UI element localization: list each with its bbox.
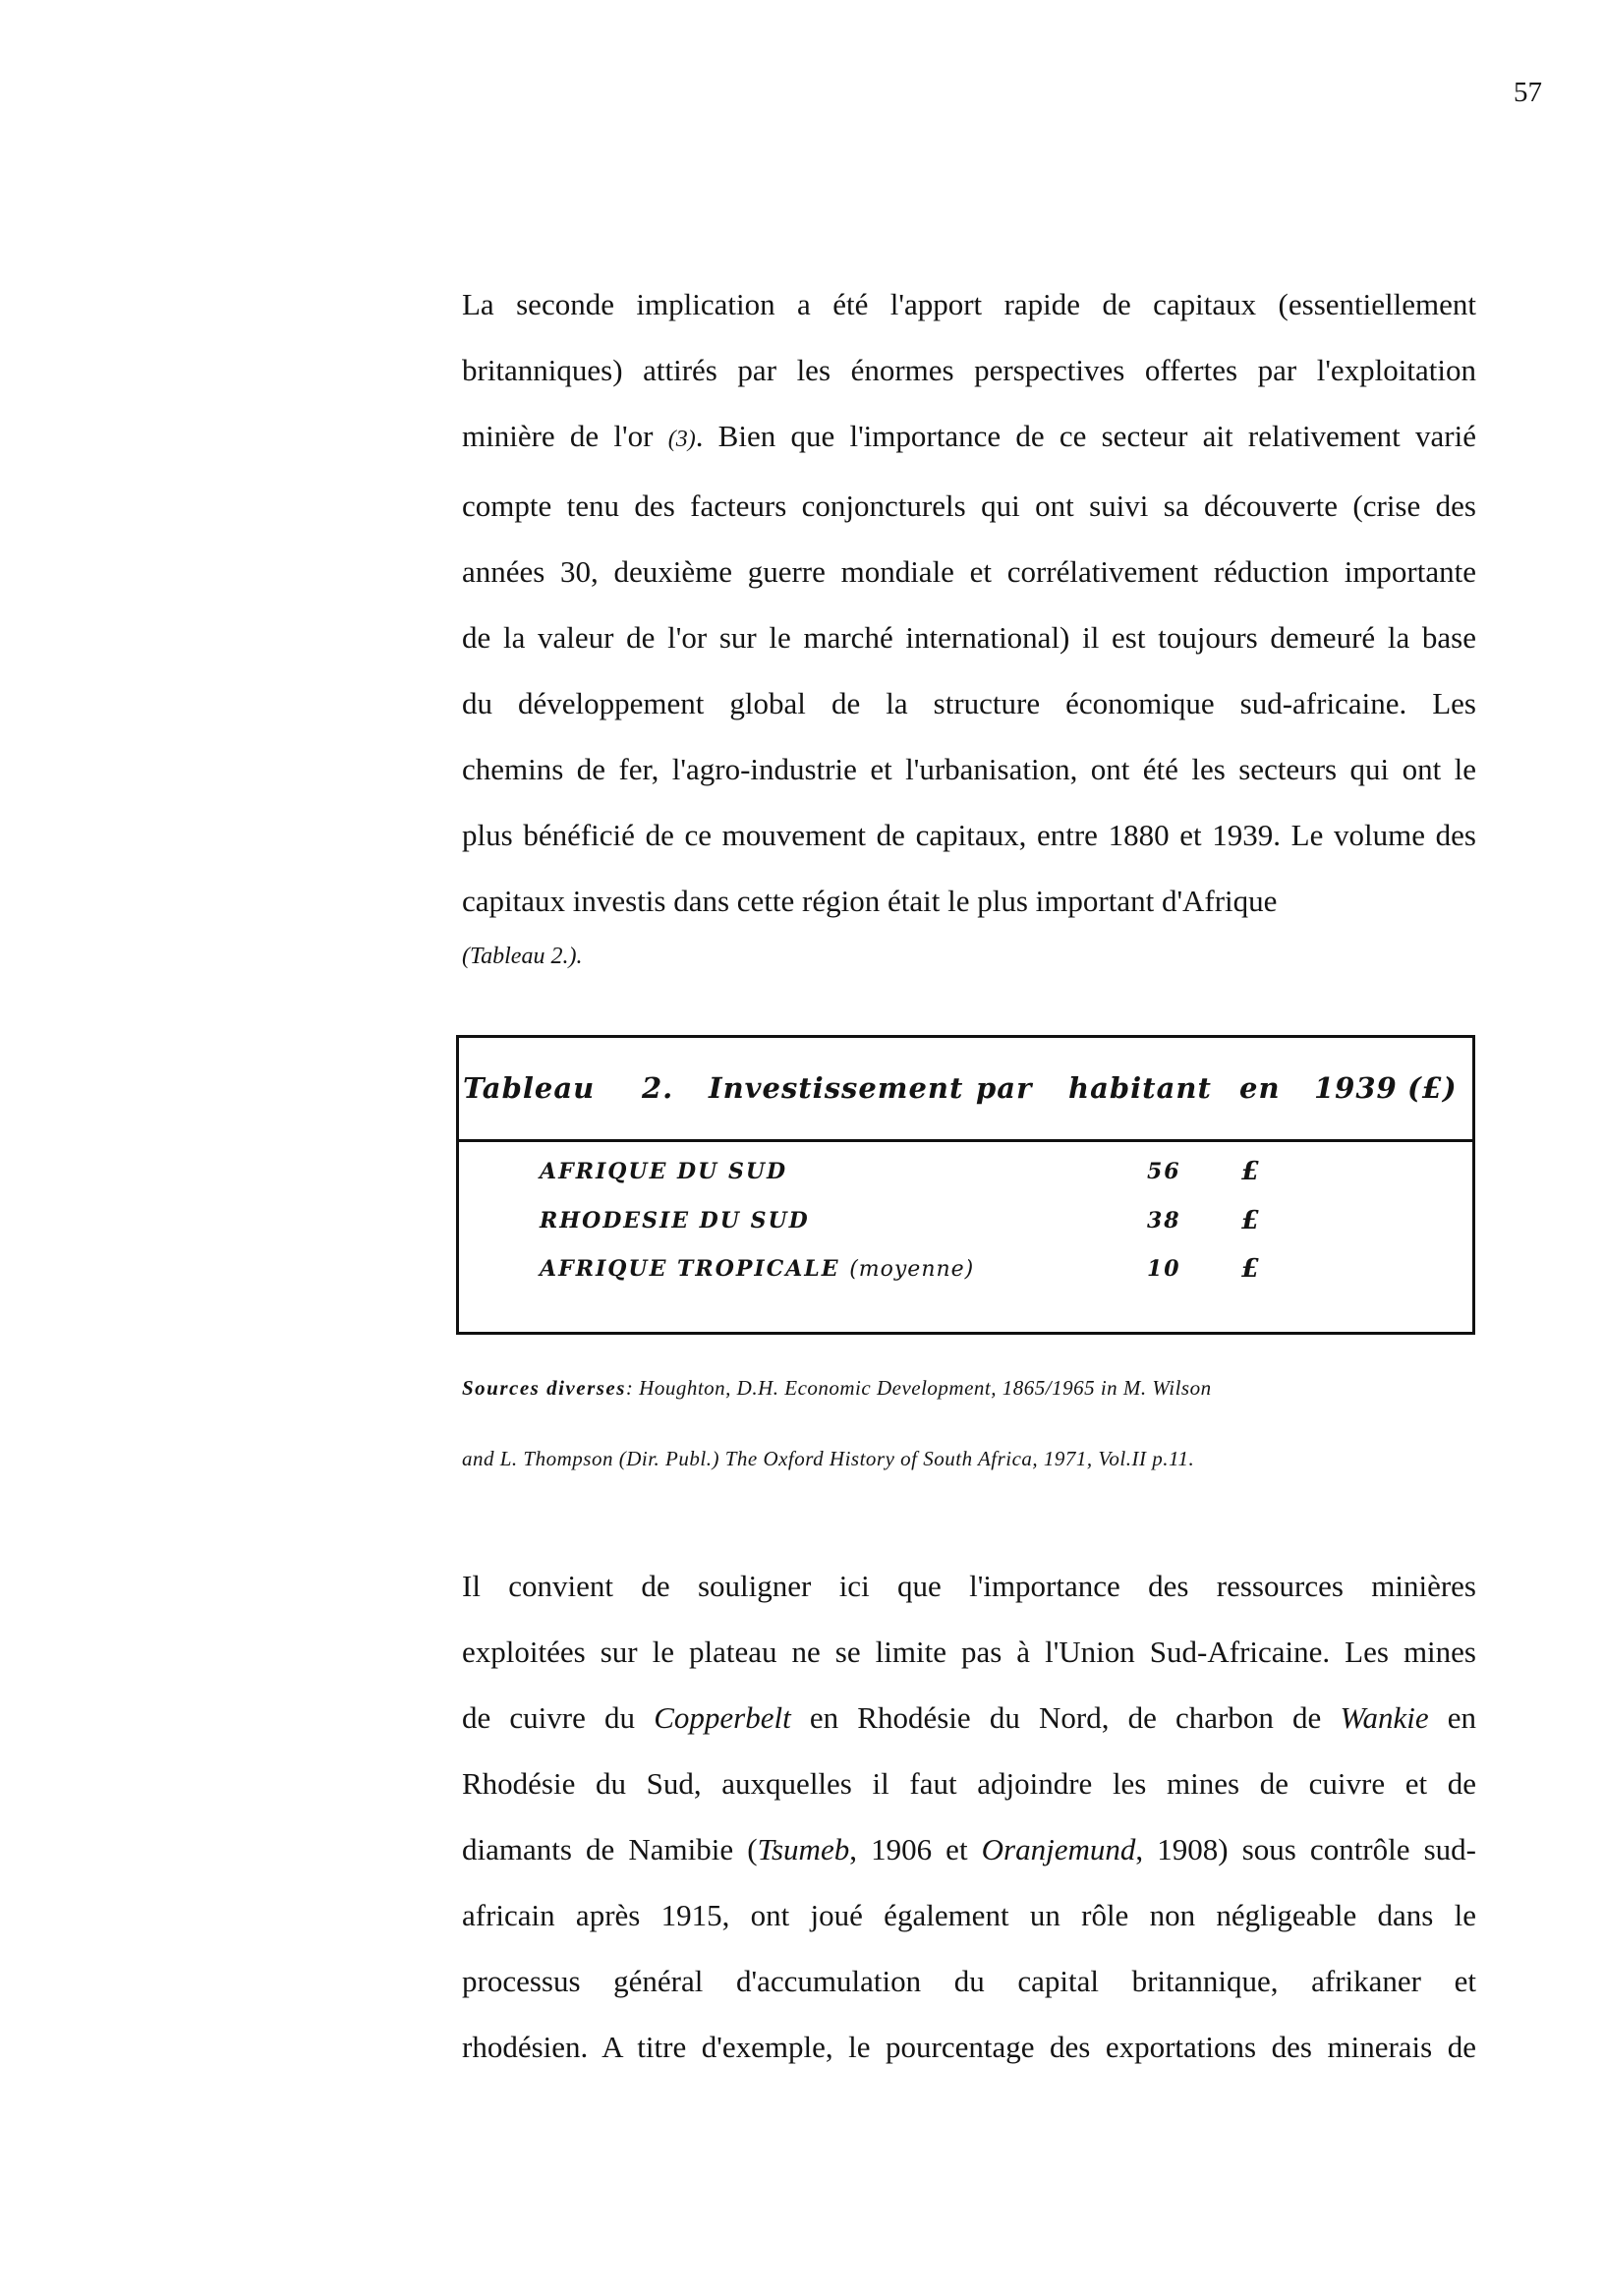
value-cell: 10	[1147, 1256, 1181, 1282]
country-name: AFRIQUE DU SUD	[540, 1159, 788, 1184]
paragraph-1-line: britanniques) attirés par les énormes perspectives offertes par l'exploitation	[462, 353, 1476, 387]
table-reference: (Tableau 2.).	[462, 944, 583, 969]
table-sources-line-1	[462, 1376, 1212, 1401]
paragraph-1-line: de la valeur de l'or sur le marché international) il est toujours demeuré la base	[462, 620, 1476, 655]
paragraph-2-line: exploitées sur le plateau ne se limite pas à l'Union Sud-Africaine. Les mines	[462, 1635, 1476, 1669]
table-title-word: Tableau	[463, 1071, 596, 1105]
line-text: . Bien que l'importance de ce secteur ait relativement varié	[695, 419, 1476, 453]
line-text: minière de l'or	[462, 419, 668, 453]
line-text: , 1906 et	[849, 1832, 982, 1866]
table-row	[459, 1153, 1472, 1192]
page-number: 57	[1514, 77, 1542, 108]
line-text: en Rhodésie du Nord, de charbon de	[790, 1700, 1341, 1735]
paragraph-1-line	[462, 403, 1476, 473]
table-title-word: par	[976, 1071, 1033, 1105]
table-row	[459, 1250, 1472, 1290]
paragraph-1-line: du développement global de la structure économique sud-africaine. Les	[462, 686, 1476, 720]
country-cell	[540, 1159, 787, 1184]
paragraph-1-line: années 30, deuxième guerre mondiale et corrélativement réduction importante	[462, 554, 1476, 589]
paragraph-2-line: Rhodésie du Sud, auxquelles il faut adjoindre les mines de cuivre et de	[462, 1766, 1476, 1801]
paragraph-2-line: africain après 1915, ont joué également un rôle non négligeable dans le	[462, 1898, 1476, 1932]
paragraph-2	[462, 1553, 1476, 2080]
country-cell	[540, 1208, 810, 1234]
value-cell: 56	[1147, 1159, 1181, 1184]
table-title-word: habitant	[1068, 1071, 1212, 1105]
place-name: Copperbelt	[654, 1700, 791, 1735]
place-name: Wankie	[1340, 1700, 1429, 1735]
line-text: diamants de Namibie (	[462, 1832, 758, 1866]
table-row	[459, 1202, 1472, 1241]
table-title-word: en	[1239, 1071, 1281, 1105]
currency-cell: £	[1241, 1157, 1262, 1186]
table-title-word: 2.	[642, 1071, 674, 1105]
table-title-word: (£)	[1407, 1071, 1458, 1105]
country-name: RHODESIE DU SUD	[540, 1208, 810, 1234]
place-name: Oranjemund	[981, 1832, 1136, 1866]
line-text: , 1908) sous contrôle sud-	[1135, 1832, 1477, 1866]
country-note: (moyenne)	[849, 1257, 975, 1282]
country-cell	[540, 1256, 974, 1282]
paragraph-1-line: chemins de fer, l'agro-industrie et l'urbanisation, ont été les secteurs qui ont le	[462, 752, 1476, 786]
table-sources-line-2	[462, 1447, 1194, 1471]
paragraph-1-line: capitaux investis dans cette région était le plus important d'Afrique	[462, 884, 1278, 918]
country-name: AFRIQUE TROPICALE	[540, 1256, 840, 1282]
paragraph-2-line: processus général d'accumulation du capital britannique, afrikaner et	[462, 1964, 1476, 1998]
table-title	[459, 1038, 1472, 1142]
value-cell: 38	[1147, 1208, 1181, 1234]
sources-text: : Houghton, D.H. Economic Development, 1865/1965 in M. Wilson	[625, 1376, 1212, 1400]
paragraph-2-line: Il convient de souligner ici que l'importance des ressources minières	[462, 1569, 1476, 1603]
sources-label: Sources diverses	[462, 1376, 626, 1400]
currency-cell: £	[1241, 1206, 1262, 1235]
paragraph-2-line	[462, 1685, 1476, 1751]
footnote-reference: (3)	[667, 427, 696, 452]
table-title-word: Investissement	[709, 1071, 964, 1105]
paragraph-1-line: La seconde implication a été l'apport rapide de capitaux (essentiellement	[462, 287, 1476, 321]
investment-table	[456, 1035, 1475, 1335]
paragraph-2-line	[462, 1816, 1476, 1882]
table-title-word: 1939	[1314, 1071, 1398, 1105]
paragraph-2-line: rhodésien. A titre d'exemple, le pourcentage des exportations des minerais de	[462, 2030, 1476, 2064]
line-text: de cuivre du	[462, 1700, 655, 1735]
paragraph-1-line: plus bénéficié de ce mouvement de capitaux, entre 1880 et 1939. Le volume des	[462, 818, 1476, 852]
paragraph-1-line: compte tenu des facteurs conjoncturels qui ont suivi sa découverte (crise des	[462, 488, 1476, 523]
place-name: Tsumeb	[757, 1832, 850, 1866]
currency-cell: £	[1241, 1254, 1262, 1284]
sources-text: and L. Thompson (Dir. Publ.) The Oxford History of South Africa, 1971, Vol.II p.11.	[462, 1447, 1195, 1470]
paragraph-1	[462, 271, 1476, 934]
line-text: en	[1428, 1700, 1477, 1735]
